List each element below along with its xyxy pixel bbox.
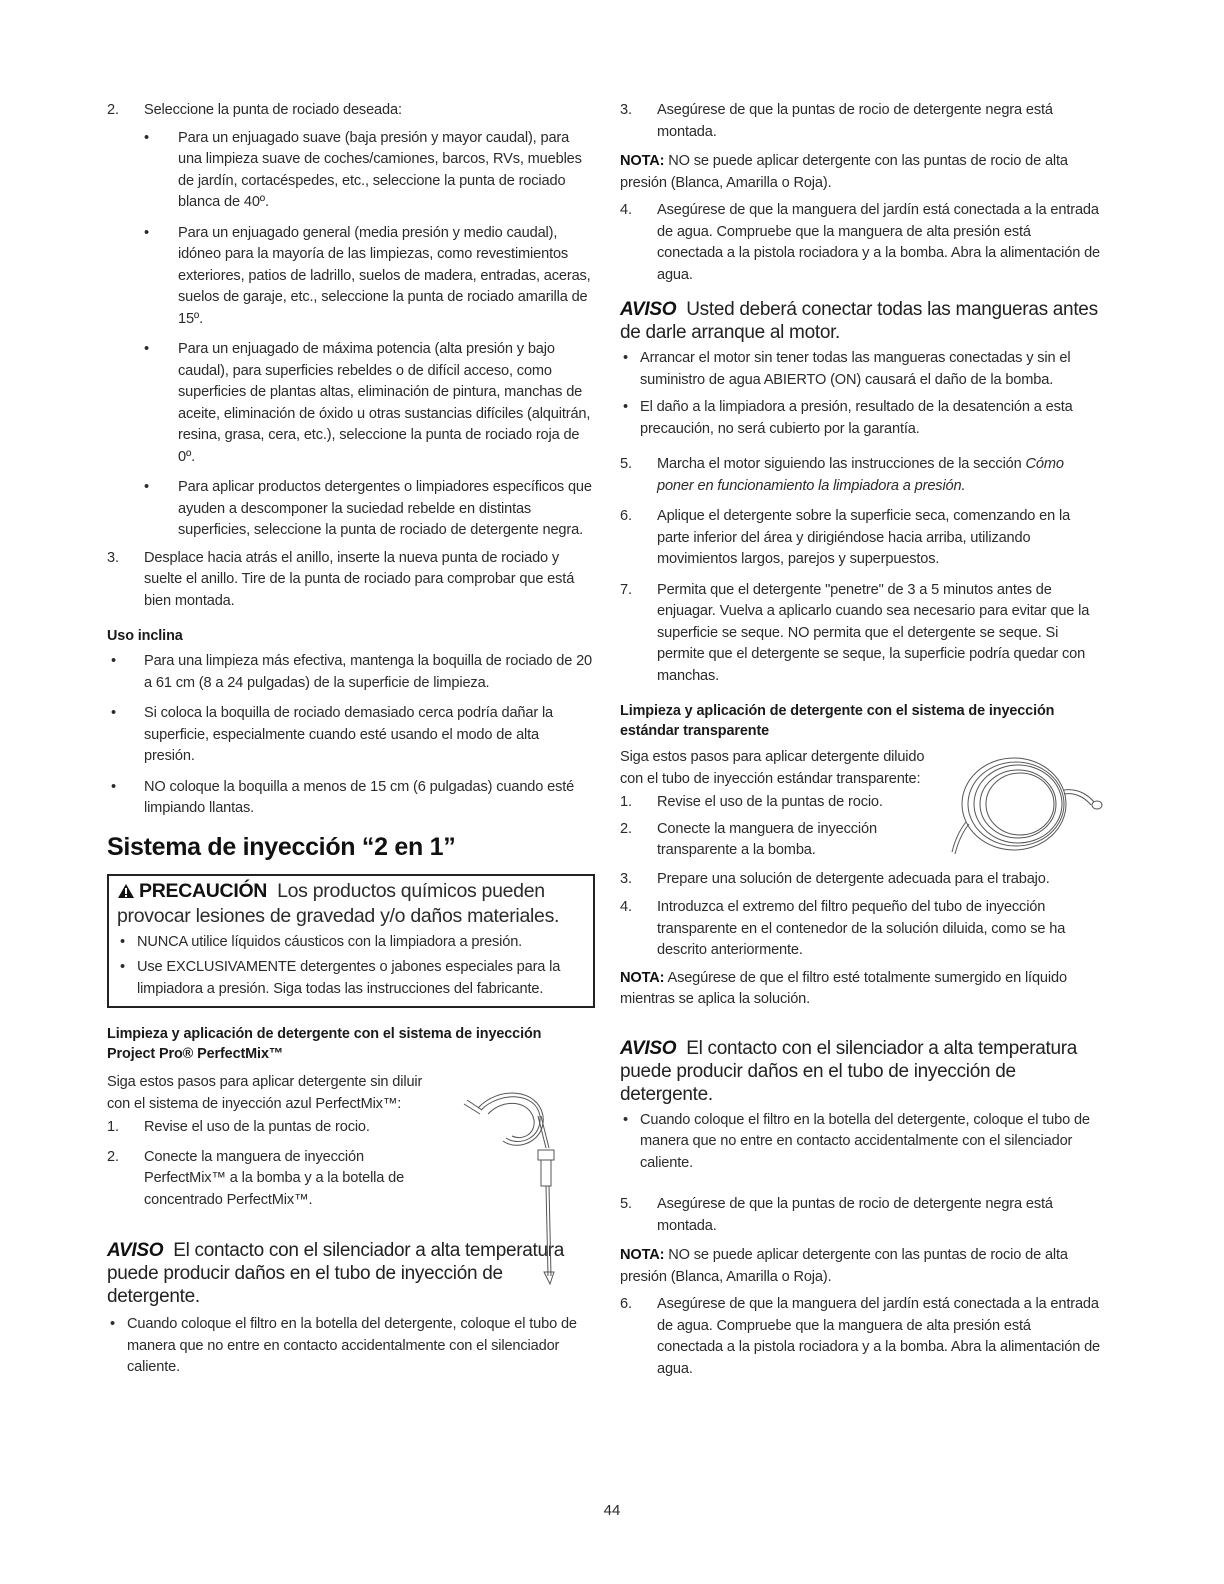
- step-6-connect-hose: 6. Asegúrese de que la manguera del jardín está conectada a la entrada de agua. Compruebe que la manguera de alta presión está conectada a la pistola rociadora y a la bomba. Abra la alimentación de agua.: [620, 1296, 1100, 1377]
- uso-bullet: • Para una limpieza más efectiva, mantenga la boquilla de rociado de 20 a 61 cm (8 a 24 pulgadas) de la superficie de limpieza.: [111, 653, 593, 691]
- caution-box: [107, 874, 595, 1009]
- caution-bullet: • Use EXCLUSIVAMENTE detergentes o jabones especiales para la limpiadora a presión. Siga todas las instrucciones del fabricante.: [120, 959, 561, 997]
- tip-yellow-15: • Para un enjuagado general (media presión y medio caudal), idóneo para la mayoría de las limpiezas, como revestimientos exteriores, patios de ladrillo, suelos de madera, entradas, aceras, suelos de garaje, etc., seleccione la punta de rociado amarilla de 15º.: [144, 224, 591, 327]
- section-title: Sistema de inyección “2 en 1”: [107, 832, 456, 861]
- step-3-insert-tip: 3. Desplace hacia atrás el anillo, inserte la nueva punta de rociado y suelte el anillo. Tire de la punta de rociado para comprobar que está bien montada.: [107, 549, 575, 609]
- aviso-bullet: • Cuando coloque el filtro en la botella del detergente, coloque el tubo de manera que no entre en contacto accidentalmente con el silenciador caliente.: [110, 1316, 577, 1375]
- nota-filter-submerged: NOTA: Asegúrese de que el filtro esté totalmente sumergido en líquido mientras se aplica la solución.: [620, 969, 1067, 1007]
- perfectmix-intro: Siga estos pasos para aplicar detergente sin diluir con el sistema de inyección azul PerfectMix™:: [107, 1074, 423, 1112]
- section-reference: Cómo poner en funcionamiento la limpiadora a presión.: [657, 456, 1064, 494]
- standard-heading: Limpieza y aplicación de detergente con el sistema de inyección estándar transparente: [620, 703, 1055, 739]
- standard-step-3: 3. Prepare una solución de detergente adecuada para el trabajo.: [620, 870, 1050, 887]
- standard-intro: Siga estos pasos para aplicar detergente diluido con el tubo de inyección estándar transparente:: [620, 749, 925, 787]
- step-5-start-engine: 5. Marcha el motor siguiendo las instrucciones de la sección Cómo poner en funcionamiento la limpiadora a presión.: [620, 456, 1064, 494]
- tip-red-0: • Para un enjuagado de máxima potencia (alta presión y bajo caudal), para superficies rebeldes o de difícil acceso, como superficies de plantas altas, eliminación de pintura, manchas de aceite, eliminación de óxido u otras sustancias difíciles (alquitrán, resina, grasa, cera, etc.), seleccione la punta de rociado roja de 0º.: [144, 341, 591, 465]
- step-number: 2.: [107, 102, 119, 118]
- standard-step-2: 2. Conecte la manguera de inyección transparente a la bomba.: [620, 820, 877, 858]
- standard-step-4: 4. Introduzca el extremo del filtro pequeño del tubo de inyección transparente en el contenedor de la solución diluida, como se ha descrito anteriormente.: [620, 899, 1066, 958]
- step-2-select-tip: [107, 100, 593, 122]
- step-4-connect-hose: 4. Asegúrese de que la manguera del jardín está conectada a la entrada de agua. Compruebe que la manguera de alta presión está conectada a la pistola rociadora y a la bomba. Abra la alimentación de agua.: [620, 202, 1100, 283]
- right-column: [620, 100, 1100, 1380]
- perfectmix-step-2: 2. Conecte la manguera de inyección PerfectMix™ a la bomba y a la botella de concentrado PerfectMix™.: [107, 1148, 405, 1208]
- step-3-black-tip: 3. Asegúrese de que la puntas de rocio de detergente negra está montada.: [620, 102, 1053, 140]
- step-5-black-tip: 5. Asegúrese de que la puntas de rocio de detergente negra está montada.: [620, 1196, 1053, 1234]
- uso-bullet: • NO coloque la boquilla a menos de 15 cm (6 pulgadas) cuando esté limpiando llantas.: [111, 778, 575, 816]
- tip-black-detergent: • Para aplicar productos detergentes o limpiadores específicos que ayuden a descomponer la suciedad rebelde en distintas superficies, seleccione la punta de rociado de detergente negra.: [144, 479, 592, 538]
- aviso-bullet: • Cuando coloque el filtro en la botella del detergente, coloque el tubo de manera que no entre en contacto accidentalmente con el silenciador caliente.: [623, 1111, 1090, 1171]
- step-6-apply-detergent: 6. Aplique el detergente sobre la superficie seca, comenzando en la parte inferior del área y dirigiéndose hacia arriba, utilizando movimientos largos, parejos y superpuestos.: [620, 508, 1071, 567]
- caution-heading: PRECAUCIÓN Los productos químicos pueden provocar lesiones de gravedad y/o daños materiales.: [117, 879, 560, 927]
- page-number: 44: [603, 1502, 621, 1519]
- step-7-let-penetrate: 7. Permita que el detergente "penetre" de 3 a 5 minutos antes de enjuagar. Vuelva a aplicarlo cuando sea necesario para evitar que la superficie se seque. NO permita que el detergente se seque. Si permite que el detergente se seque, la superficie podría quedar con manchas.: [620, 581, 1090, 684]
- aviso-connect-hoses: AVISO Usted deberá conectar todas las mangueras antes de darle arranque al motor.: [620, 299, 1098, 343]
- standard-step-1: 1. Revise el uso de la puntas de rocio.: [620, 794, 883, 810]
- uso-bullet: • Si coloca la boquilla de rociado demasiado cerca podría dañar la superficie, especialmente cuando esté usando el modo de alta presión.: [111, 705, 554, 764]
- perfectmix-hose-illustration: [458, 1086, 578, 1291]
- aviso-muffler-left: AVISO El contacto con el silenciador a alta temperatura puede producir daños en el tubo de inyección de detergente.: [107, 1240, 565, 1307]
- aviso-bullet: • El daño a la limpiadora a presión, resultado de la desatención a esta precaución, no será cubierto por la garantía.: [623, 399, 1073, 437]
- coiled-tube-illustration: [944, 752, 1104, 867]
- perfectmix-heading: Limpieza y aplicación de detergente con el sistema de inyección Project Pro® PerfectMix™: [107, 1026, 542, 1062]
- caution-bullet: • NUNCA utilice líquidos cáusticos con la limpiadora a presión.: [120, 933, 523, 950]
- perfectmix-step-1: 1. Revise el uso de la puntas de rocio.: [107, 1119, 370, 1135]
- nota-high-pressure-2: NOTA: NO se puede aplicar detergente con las puntas de rocio de alta presión (Blanca, Amarilla o Roja).: [620, 1247, 1068, 1285]
- step-text: Seleccione la punta de rociado deseada:: [144, 102, 402, 118]
- aviso-bullet: • Arrancar el motor sin tener todas las mangueras conectadas y sin el suministro de agua ABIERTO (ON) causará el daño de la bomba.: [623, 350, 1071, 388]
- tip-white-40: • Para un enjuagado suave (baja presión y mayor caudal), para una limpieza suave de coches/camiones, barcos, RVs, muebles de jardín, cortacéspedes, etc., seleccione la punta de rociado blanca de 40º.: [144, 129, 582, 210]
- nota-high-pressure: NOTA: NO se puede aplicar detergente con las puntas de rocio de alta presión (Blanca, Amarilla o Roja).: [620, 153, 1068, 191]
- uso-heading: Uso inclina: [107, 628, 183, 644]
- aviso-muffler-right: AVISO El contacto con el silenciador a alta temperatura puede producir daños en el tubo de inyección de detergente.: [620, 1037, 1078, 1105]
- warning-triangle-icon: [117, 882, 135, 905]
